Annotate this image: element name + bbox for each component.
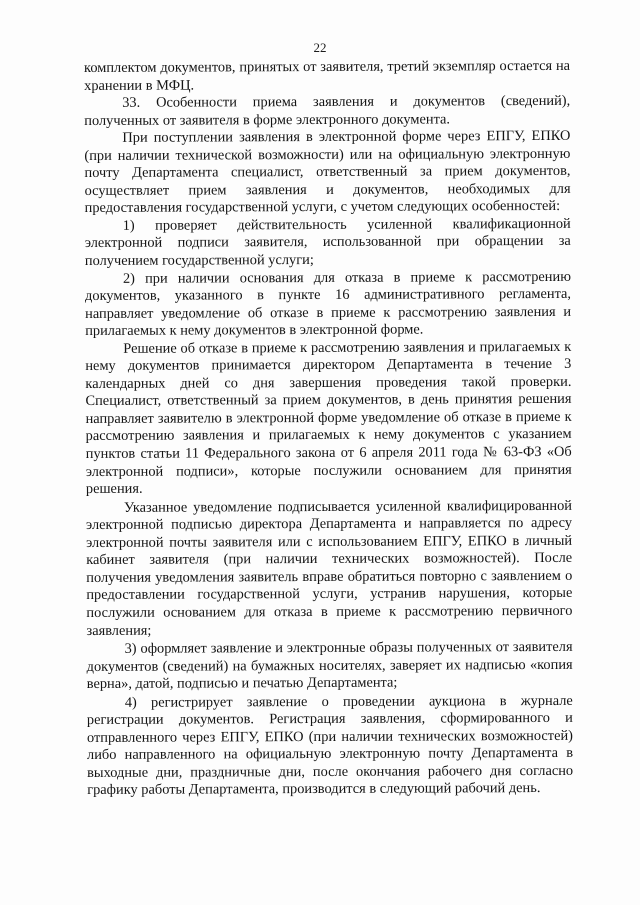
paragraph-notification: Указанное уведомление подписывается усиленной квалифицированной электронной подписью директора Департамента и направляется по адресу электронной почты заявителя или с использованием ЕПГУ, ЕПКО в личный кабинет заявителя (при наличии технических возможностей). После получения уведомления заявитель вправе обратиться повторно с заявлением о предоставлении государственной услуги, устранив нарушения, которые послужили основанием для отказа в приеме к рассмотрению первичного заявления; [85, 497, 573, 639]
page-number: 22 [313, 40, 327, 55]
paragraph-section-33: 33. Особенности приема заявления и документов (сведений), полученных от заявителя в форме электронного документа. [84, 92, 571, 129]
paragraph-item-4: 4) регистрирует заявление о проведении аукциона в журнале регистрации документов. Регистрация заявления, сформированного и отправленного через ЕПГУ, ЕПКО (при наличии технических возможностей) либо направленного на официальную электронную почту Департамента в выходные дни, праздничные дни, после окончания рабочего дня согласно графику работы Департамента, производится в следующий рабочий день. [86, 692, 574, 799]
paragraph-item-3: 3) оформляет заявление и электронные образы полученных от заявителя документов (сведений) на бумажных носителях, заверяет их надписью «копия верна», датой, подписью и печатью Департамента; [86, 638, 573, 693]
document-body [84, 58, 573, 800]
paragraph-electronic-submission: При поступлении заявления в электронной форме через ЕПГУ, ЕПКО (при наличии технической возможности) или на официальную электронную почту Департамента специалист, ответственный за прием документов, осуществляет прием заявления и документов, необходимых для предоставления государственной услуги, с учетом следующих особенностей: [84, 128, 571, 217]
paragraph-item-2: 2) при наличии основания для отказа в приеме к рассмотрению документов, указанного в пункте 16 административного регламента, направляет уведомление об отказе в приеме к рассмотрению заявления и прилагаемых к нему документов в электронной форме. [84, 268, 572, 340]
paragraph-refusal-decision: Решение об отказе в приеме к рассмотрению заявления и прилагаемых к нему документов принимается директором Департамента в течение 3 календарных дней со дня завершения проведения такой проверки. Специалист, ответственный за прием документов, в день принятия решения направляет заявителю в электронной форме уведомление об отказе в приеме к рассмотрению заявления и прилагаемых к нему документов с указанием пунктов статьи 11 Федерального закона от 6 апреля 2011 года № 63-ФЗ «Об электронной подписи», которые послужили основанием для принятия решения. [85, 338, 572, 498]
paragraph-item-1: 1) проверяет действительность усиленной квалификационной электронной подписи заявителя, использованной при обращении за получением государственной услуги; [84, 215, 571, 270]
paragraph-continuation: комплектом документов, принятых от заявителя, третий экземпляр остается на хранении в МФЦ. [84, 57, 571, 94]
